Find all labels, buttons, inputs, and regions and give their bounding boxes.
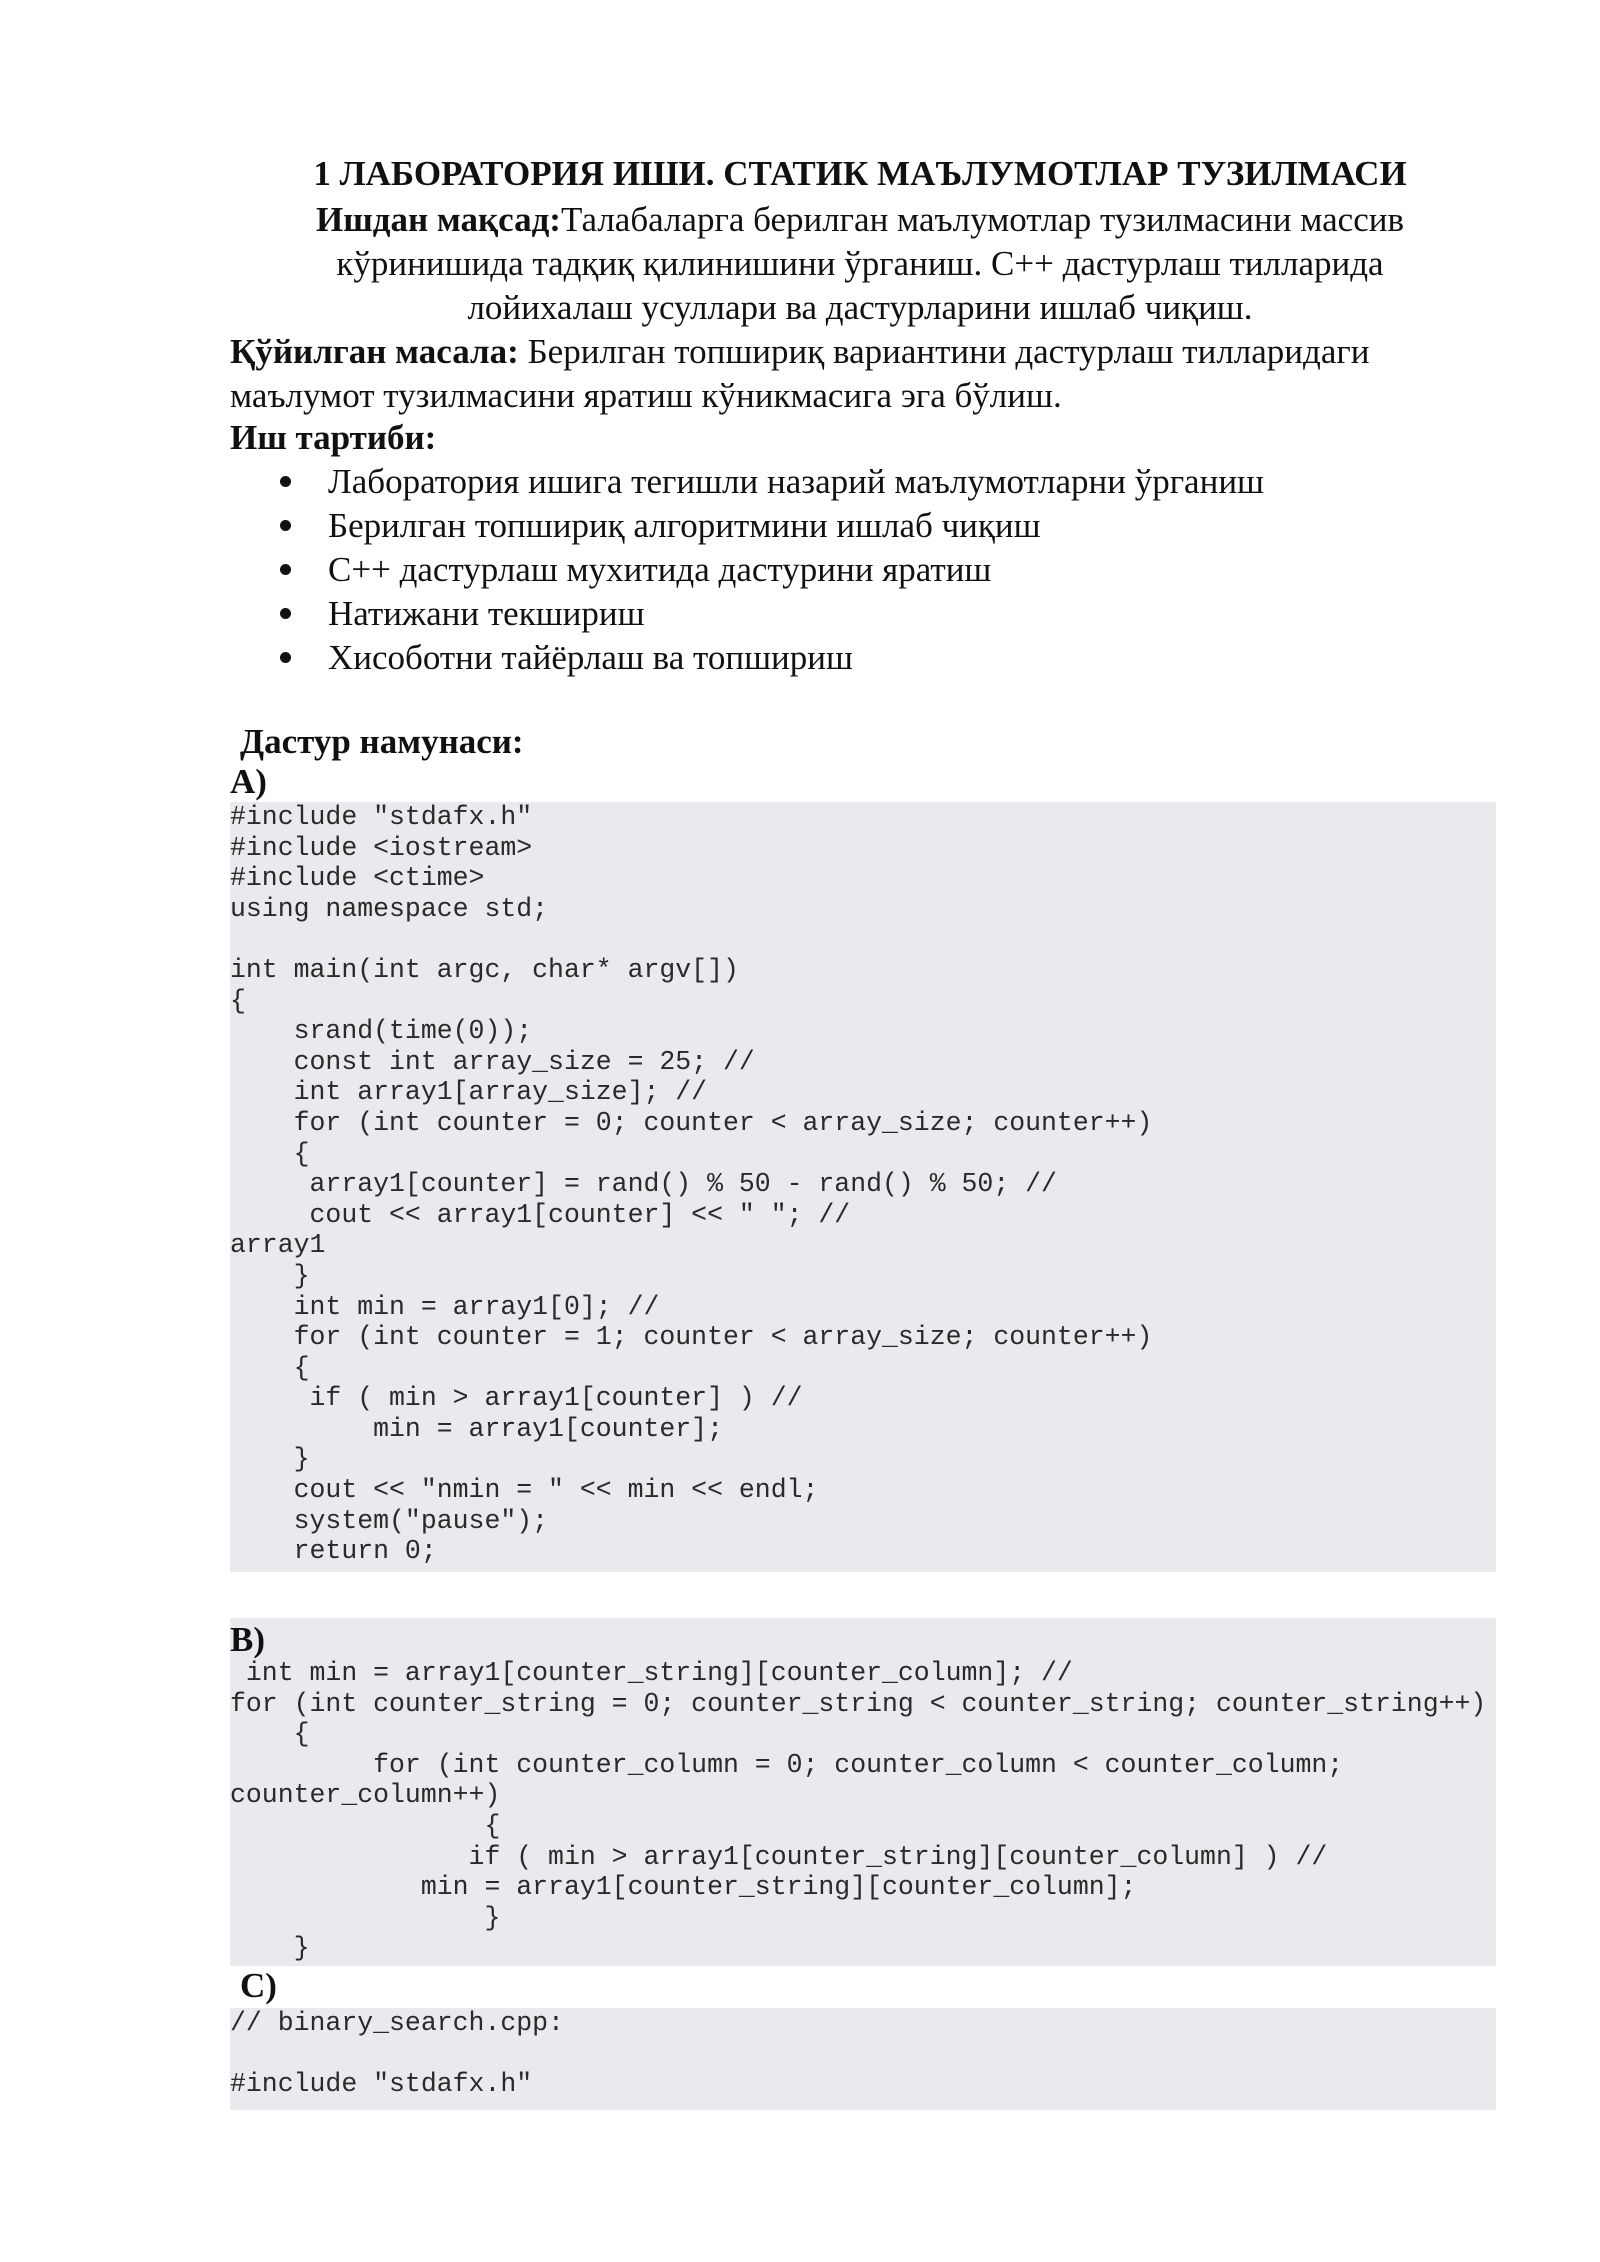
goal-text-1: Талабаларга берилган маълумотлар тузилмасини массив [560,200,1405,239]
task-line-1 [230,330,1490,374]
bullet-icon [280,652,291,663]
step-text: Хисоботни тайёрлаш ва топшириш [328,638,853,677]
step-text: Берилган топшириқ алгоритмини ишлаб чиқиш [328,506,1041,545]
list-item [230,548,1264,592]
goal-line-2: кўринишида тадқиқ қилинишини ўрганиш. С++ дастурлаш тилларида [336,244,1384,283]
code-block-b [230,1618,1496,1966]
goal-label: Ишдан мақсад: [315,200,561,239]
goal-line-3: лойихалаш усуллари ва дастурларини ишлаб чиқиш. [467,288,1253,327]
goal-paragraph [230,198,1490,330]
list-item [230,592,1264,636]
list-item [230,636,1264,680]
work-order-heading: Иш тартиби: [230,418,437,457]
bullet-icon [280,608,291,619]
page-title: 1 ЛАБОРАТОРИЯ ИШИ. СТАТИК МАЪЛУМОТЛАР ТУЗИЛМАСИ [313,154,1407,193]
step-text: С++ дастурлаш мухитида дастурини яратиш [328,550,992,589]
code-a: #include "stdafx.h" #include <iostream> #include <ctime> using namespace std; int main(int argc, char* argv[]) { srand(time(0)); const int array_size = 25; // int array1[array_size]; // for (int counter = 0; counter < array_size; counter++) { array1[counter] = rand() % 50 - rand() % 50; // cout << array1[counter] << " "; // array1 } int min = array1[0]; // for (int counter = 1; counter < array_size; counter++) { if ( min > array1[counter] ) // min = array1[counter]; } cout << "nmin = " << min << endl; system("pause"); return 0; [230,802,1153,1567]
section-a-label: A) [230,762,267,801]
goal-line-1 [230,198,1490,242]
task-label: Қўйилган масала: [230,332,519,371]
code-block-a [230,802,1496,1572]
task-paragraph [230,330,1490,418]
task-line-2: маълумот тузилмасини яратиш кўникмасига эга бўлиш. [230,376,1062,415]
section-b-label: B) [230,1620,265,1659]
bullet-icon [280,520,291,531]
step-text: Лаборатория ишига тегишли назарий маълумотларни ўрганиш [328,462,1264,501]
section-c-label: C) [240,1966,277,2005]
code-block-c [230,2008,1496,2110]
bullet-icon [280,564,291,575]
list-item [230,460,1264,504]
bullet-icon [280,476,291,487]
code-c: // binary_search.cpp: #include "stdafx.h" [230,2008,564,2100]
task-text-1: Берилган топшириқ вариантини дастурлаш тилларидаги [518,332,1370,371]
step-text: Натижани текшириш [328,594,645,633]
list-item [230,504,1264,548]
sample-program-heading: Дастур намунаси: [240,722,524,761]
work-order-list [230,460,1264,680]
code-b: int min = array1[counter_string][counter_column]; // for (int counter_string = 0; counter_string < counter_string; counter_string++) { for (int counter_column = 0; counter_column < counter_column; counter_column++) { if ( min > array1[counter_string][counter_column] ) // min = array1[counter_string][counter_column]; } } [230,1658,1487,1964]
